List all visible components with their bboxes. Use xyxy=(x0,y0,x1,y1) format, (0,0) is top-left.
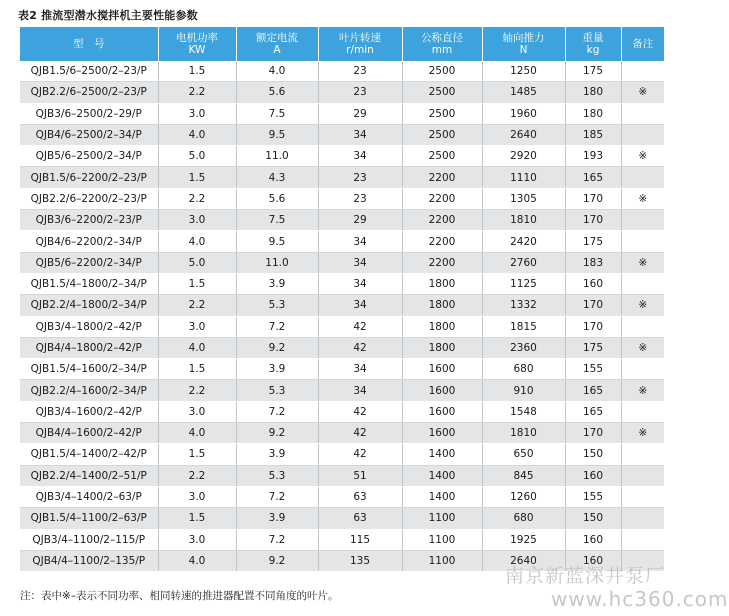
remark-cell xyxy=(621,210,664,231)
diameter-cell: 1100 xyxy=(402,508,482,529)
current-cell: 9.5 xyxy=(236,231,318,252)
header-unit: KW xyxy=(188,44,206,56)
weight-cell: 155 xyxy=(565,359,621,380)
thrust-cell: 1332 xyxy=(482,295,565,316)
speed-cell: 34 xyxy=(318,231,402,252)
diameter-cell: 1100 xyxy=(402,529,482,550)
model-cell: QJB3/4–1100/2–115/P xyxy=(20,529,158,550)
current-cell: 5.6 xyxy=(236,188,318,209)
thrust-cell: 845 xyxy=(482,465,565,486)
thrust-cell: 1548 xyxy=(482,401,565,422)
thrust-cell: 2640 xyxy=(482,550,565,571)
speed-cell: 51 xyxy=(318,465,402,486)
thrust-cell: 1810 xyxy=(482,423,565,444)
remark-cell: ※ xyxy=(621,188,664,209)
remark-cell xyxy=(621,103,664,124)
diameter-cell: 2200 xyxy=(402,210,482,231)
remark-cell xyxy=(621,124,664,145)
speed-cell: 42 xyxy=(318,423,402,444)
thrust-cell: 650 xyxy=(482,444,565,465)
current-cell: 4.0 xyxy=(236,61,318,82)
weight-cell: 175 xyxy=(565,61,621,82)
weight-cell: 170 xyxy=(565,188,621,209)
model-cell: QJB1.5/4–1400/2–42/P xyxy=(20,444,158,465)
power-cell: 4.0 xyxy=(158,337,236,358)
diameter-cell: 1400 xyxy=(402,465,482,486)
header-thrust xyxy=(482,27,565,61)
weight-cell: 160 xyxy=(565,465,621,486)
table-row xyxy=(20,316,664,337)
current-cell: 3.9 xyxy=(236,508,318,529)
speed-cell: 34 xyxy=(318,146,402,167)
table-caption: 表2 推流型潜水搅拌机主要性能参数 xyxy=(18,9,198,22)
thrust-cell: 2760 xyxy=(482,252,565,273)
speed-cell: 42 xyxy=(318,401,402,422)
thrust-cell: 1305 xyxy=(482,188,565,209)
power-cell: 1.5 xyxy=(158,273,236,294)
table-row xyxy=(20,252,664,273)
power-cell: 1.5 xyxy=(158,167,236,188)
header-label: 型 号 xyxy=(73,38,105,50)
power-cell: 4.0 xyxy=(158,423,236,444)
remark-cell xyxy=(621,231,664,252)
remark-cell: ※ xyxy=(621,295,664,316)
weight-cell: 193 xyxy=(565,146,621,167)
power-cell: 4.0 xyxy=(158,550,236,571)
power-cell: 5.0 xyxy=(158,252,236,273)
header-weight xyxy=(565,27,621,61)
thrust-cell: 680 xyxy=(482,508,565,529)
speed-cell: 42 xyxy=(318,444,402,465)
model-cell: QJB1.5/6–2500/2–23/P xyxy=(20,61,158,82)
remark-cell xyxy=(621,401,664,422)
model-cell: QJB1.5/4–1100/2–63/P xyxy=(20,508,158,529)
thrust-cell: 680 xyxy=(482,359,565,380)
header-unit: r/min xyxy=(346,44,374,56)
header-unit: A xyxy=(273,44,281,56)
header-diameter xyxy=(402,27,482,61)
header-label: 轴向推力 xyxy=(502,32,545,44)
table-row xyxy=(20,188,664,209)
current-cell: 3.9 xyxy=(236,444,318,465)
diameter-cell: 1600 xyxy=(402,401,482,422)
power-cell: 1.5 xyxy=(158,508,236,529)
current-cell: 9.5 xyxy=(236,124,318,145)
model-cell: QJB3/6–2500/2–29/P xyxy=(20,103,158,124)
remark-cell xyxy=(621,316,664,337)
thrust-cell: 1110 xyxy=(482,167,565,188)
table-header xyxy=(20,27,664,61)
remark-cell: ※ xyxy=(621,82,664,103)
current-cell: 5.3 xyxy=(236,380,318,401)
spec-table xyxy=(20,27,664,572)
table-row xyxy=(20,529,664,550)
table-row xyxy=(20,295,664,316)
model-cell: QJB4/6–2500/2–34/P xyxy=(20,124,158,145)
current-cell: 7.5 xyxy=(236,103,318,124)
speed-cell: 34 xyxy=(318,295,402,316)
diameter-cell: 2200 xyxy=(402,167,482,188)
model-cell: QJB3/4–1800/2–42/P xyxy=(20,316,158,337)
header-row xyxy=(20,27,664,61)
diameter-cell: 1800 xyxy=(402,337,482,358)
model-cell: QJB2.2/4–1600/2–34/P xyxy=(20,380,158,401)
power-cell: 3.0 xyxy=(158,529,236,550)
header-unit: kg xyxy=(586,44,600,56)
current-cell: 7.2 xyxy=(236,529,318,550)
remark-cell: ※ xyxy=(621,146,664,167)
power-cell: 1.5 xyxy=(158,61,236,82)
remark-cell xyxy=(621,167,664,188)
diameter-cell: 2500 xyxy=(402,146,482,167)
current-cell: 9.2 xyxy=(236,550,318,571)
speed-cell: 23 xyxy=(318,167,402,188)
remark-cell: ※ xyxy=(621,337,664,358)
diameter-cell: 1600 xyxy=(402,423,482,444)
header-current xyxy=(236,27,318,61)
watermark xyxy=(505,565,729,611)
weight-cell: 165 xyxy=(565,401,621,422)
diameter-cell: 1600 xyxy=(402,380,482,401)
table-row xyxy=(20,465,664,486)
table-row xyxy=(20,231,664,252)
model-cell: QJB1.5/4–1800/2–34/P xyxy=(20,273,158,294)
thrust-cell: 2420 xyxy=(482,231,565,252)
table-row xyxy=(20,146,664,167)
model-cell: QJB4/4–1100/2–135/P xyxy=(20,550,158,571)
thrust-cell: 1960 xyxy=(482,103,565,124)
diameter-cell: 1800 xyxy=(402,273,482,294)
speed-cell: 135 xyxy=(318,550,402,571)
model-cell: QJB2.2/6–2500/2–23/P xyxy=(20,82,158,103)
thrust-cell: 1925 xyxy=(482,529,565,550)
footnote: 注：表中※–表示不同功率、相同转速的推进器配置不同角度的叶片。 xyxy=(20,590,339,602)
current-cell: 5.3 xyxy=(236,465,318,486)
weight-cell: 175 xyxy=(565,231,621,252)
weight-cell: 150 xyxy=(565,444,621,465)
current-cell: 3.9 xyxy=(236,359,318,380)
speed-cell: 23 xyxy=(318,82,402,103)
header-label: 电机功率 xyxy=(176,32,218,44)
diameter-cell: 1800 xyxy=(402,316,482,337)
remark-cell: ※ xyxy=(621,380,664,401)
current-cell: 4.3 xyxy=(236,167,318,188)
weight-cell: 160 xyxy=(565,529,621,550)
watermark-url: www.hc360.com xyxy=(551,587,729,611)
table-row xyxy=(20,486,664,507)
model-cell: QJB4/4–1600/2–42/P xyxy=(20,423,158,444)
header-speed xyxy=(318,27,402,61)
model-cell: QJB3/4–1600/2–42/P xyxy=(20,401,158,422)
current-cell: 11.0 xyxy=(236,252,318,273)
header-label: 额定电流 xyxy=(256,32,298,44)
weight-cell: 165 xyxy=(565,167,621,188)
header-remark xyxy=(621,27,664,61)
table-row xyxy=(20,103,664,124)
model-cell: QJB5/6–2200/2–34/P xyxy=(20,252,158,273)
current-cell: 9.2 xyxy=(236,337,318,358)
speed-cell: 34 xyxy=(318,252,402,273)
power-cell: 3.0 xyxy=(158,401,236,422)
remark-cell: ※ xyxy=(621,423,664,444)
model-cell: QJB4/4–1800/2–42/P xyxy=(20,337,158,358)
diameter-cell: 2500 xyxy=(402,103,482,124)
header-label: 叶片转速 xyxy=(339,32,381,44)
current-cell: 9.2 xyxy=(236,423,318,444)
current-cell: 7.2 xyxy=(236,316,318,337)
current-cell: 7.2 xyxy=(236,401,318,422)
weight-cell: 170 xyxy=(565,423,621,444)
speed-cell: 63 xyxy=(318,508,402,529)
power-cell: 3.0 xyxy=(158,316,236,337)
speed-cell: 42 xyxy=(318,337,402,358)
power-cell: 3.0 xyxy=(158,486,236,507)
remark-cell xyxy=(621,529,664,550)
power-cell: 1.5 xyxy=(158,444,236,465)
diameter-cell: 2500 xyxy=(402,82,482,103)
remark-cell xyxy=(621,465,664,486)
weight-cell: 155 xyxy=(565,486,621,507)
thrust-cell: 1810 xyxy=(482,210,565,231)
thrust-cell: 1250 xyxy=(482,61,565,82)
table-row xyxy=(20,444,664,465)
current-cell: 5.6 xyxy=(236,82,318,103)
remark-cell xyxy=(621,359,664,380)
weight-cell: 170 xyxy=(565,295,621,316)
model-cell: QJB2.2/4–1800/2–34/P xyxy=(20,295,158,316)
table-row xyxy=(20,401,664,422)
speed-cell: 63 xyxy=(318,486,402,507)
table-row xyxy=(20,337,664,358)
speed-cell: 29 xyxy=(318,103,402,124)
table-row xyxy=(20,167,664,188)
weight-cell: 180 xyxy=(565,103,621,124)
diameter-cell: 2500 xyxy=(402,124,482,145)
table-row xyxy=(20,508,664,529)
thrust-cell: 2920 xyxy=(482,146,565,167)
power-cell: 2.2 xyxy=(158,380,236,401)
speed-cell: 34 xyxy=(318,124,402,145)
power-cell: 2.2 xyxy=(158,82,236,103)
model-cell: QJB5/6–2500/2–34/P xyxy=(20,146,158,167)
weight-cell: 160 xyxy=(565,273,621,294)
power-cell: 2.2 xyxy=(158,188,236,209)
speed-cell: 115 xyxy=(318,529,402,550)
table-row xyxy=(20,273,664,294)
speed-cell: 34 xyxy=(318,380,402,401)
header-unit: N xyxy=(519,44,528,56)
power-cell: 3.0 xyxy=(158,210,236,231)
diameter-cell: 1800 xyxy=(402,295,482,316)
remark-cell xyxy=(621,550,664,571)
table-row xyxy=(20,550,664,571)
weight-cell: 183 xyxy=(565,252,621,273)
power-cell: 4.0 xyxy=(158,231,236,252)
power-cell: 1.5 xyxy=(158,359,236,380)
diameter-cell: 2200 xyxy=(402,231,482,252)
header-unit: mm xyxy=(431,44,453,56)
diameter-cell: 1400 xyxy=(402,444,482,465)
thrust-cell: 910 xyxy=(482,380,565,401)
weight-cell: 150 xyxy=(565,508,621,529)
thrust-cell: 1485 xyxy=(482,82,565,103)
table-row xyxy=(20,423,664,444)
current-cell: 3.9 xyxy=(236,273,318,294)
weight-cell: 180 xyxy=(565,82,621,103)
diameter-cell: 1400 xyxy=(402,486,482,507)
remark-cell: ※ xyxy=(621,252,664,273)
watermark-company: 南京新蓝深井泵厂 xyxy=(505,565,666,587)
power-cell: 5.0 xyxy=(158,146,236,167)
model-cell: QJB4/6–2200/2–34/P xyxy=(20,231,158,252)
table-row xyxy=(20,61,664,82)
table-row xyxy=(20,124,664,145)
weight-cell: 165 xyxy=(565,380,621,401)
header-label: 备注 xyxy=(632,38,654,50)
current-cell: 7.5 xyxy=(236,210,318,231)
thrust-cell: 1815 xyxy=(482,316,565,337)
model-cell: QJB2.2/4–1400/2–51/P xyxy=(20,465,158,486)
weight-cell: 175 xyxy=(565,337,621,358)
speed-cell: 29 xyxy=(318,210,402,231)
diameter-cell: 2500 xyxy=(402,61,482,82)
weight-cell: 160 xyxy=(565,550,621,571)
diameter-cell: 2200 xyxy=(402,252,482,273)
thrust-cell: 1125 xyxy=(482,273,565,294)
remark-cell xyxy=(621,486,664,507)
speed-cell: 34 xyxy=(318,359,402,380)
model-cell: QJB2.2/6–2200/2–23/P xyxy=(20,188,158,209)
power-cell: 4.0 xyxy=(158,124,236,145)
power-cell: 3.0 xyxy=(158,103,236,124)
power-cell: 2.2 xyxy=(158,465,236,486)
remark-cell xyxy=(621,444,664,465)
header-label: 公称直径 xyxy=(421,32,463,44)
thrust-cell: 2640 xyxy=(482,124,565,145)
diameter-cell: 1100 xyxy=(402,550,482,571)
model-cell: QJB3/6–2200/2–23/P xyxy=(20,210,158,231)
table-row xyxy=(20,210,664,231)
table-body xyxy=(20,61,664,572)
current-cell: 11.0 xyxy=(236,146,318,167)
speed-cell: 23 xyxy=(318,188,402,209)
speed-cell: 42 xyxy=(318,316,402,337)
diameter-cell: 2200 xyxy=(402,188,482,209)
model-cell: QJB1.5/6–2200/2–23/P xyxy=(20,167,158,188)
remark-cell xyxy=(621,61,664,82)
remark-cell xyxy=(621,273,664,294)
model-cell: QJB3/4–1400/2–63/P xyxy=(20,486,158,507)
header-model xyxy=(20,27,158,61)
table-row xyxy=(20,82,664,103)
weight-cell: 170 xyxy=(565,210,621,231)
remark-cell xyxy=(621,508,664,529)
model-cell: QJB1.5/4–1600/2–34/P xyxy=(20,359,158,380)
power-cell: 2.2 xyxy=(158,295,236,316)
thrust-cell: 2360 xyxy=(482,337,565,358)
weight-cell: 185 xyxy=(565,124,621,145)
speed-cell: 23 xyxy=(318,61,402,82)
table-row xyxy=(20,359,664,380)
weight-cell: 170 xyxy=(565,316,621,337)
diameter-cell: 1600 xyxy=(402,359,482,380)
table-row xyxy=(20,380,664,401)
header-power xyxy=(158,27,236,61)
header-label: 重量 xyxy=(582,32,604,44)
current-cell: 7.2 xyxy=(236,486,318,507)
speed-cell: 34 xyxy=(318,273,402,294)
current-cell: 5.3 xyxy=(236,295,318,316)
thrust-cell: 1260 xyxy=(482,486,565,507)
